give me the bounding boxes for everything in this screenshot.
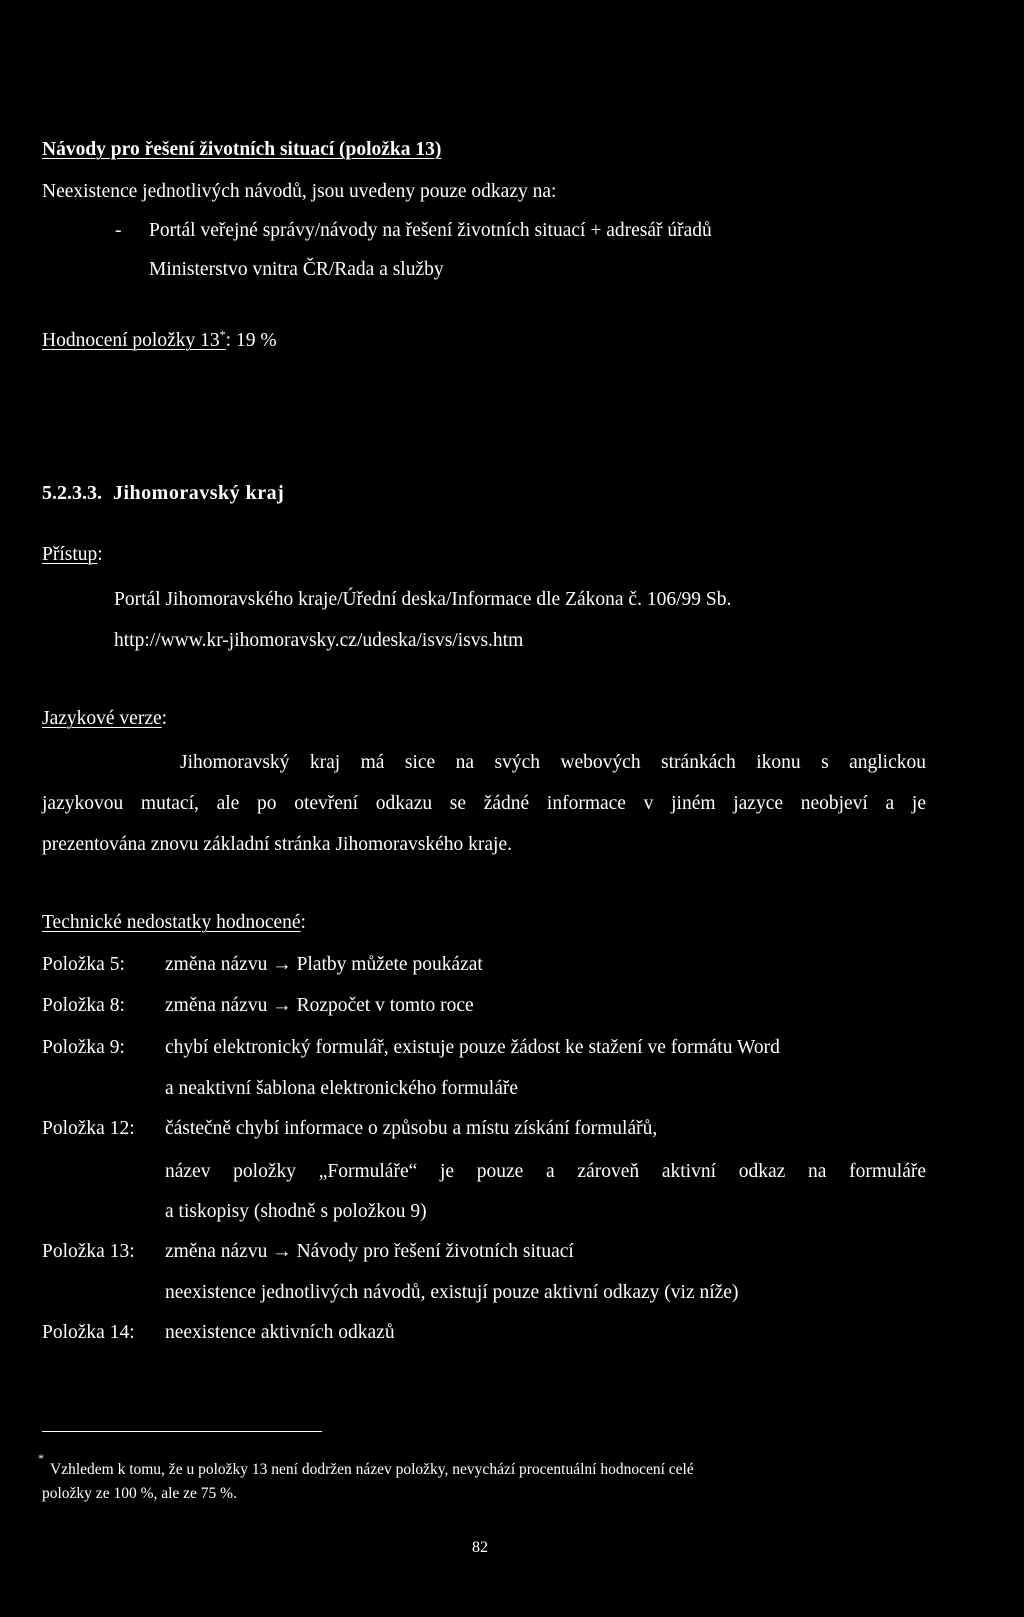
- heading-navody: Návody pro řešení životních situací (položka 13): [42, 139, 442, 160]
- access-label: Přístup: [42, 544, 98, 565]
- bullet-line-2: Ministerstvo vnitra ČR/Rada a služby: [149, 259, 444, 280]
- footnote-star: *: [38, 1450, 44, 1465]
- page-number: 82: [472, 1539, 488, 1556]
- footnote-rule: [42, 1431, 322, 1432]
- languages-label-line: [42, 707, 167, 731]
- item-14-line-1: neexistence aktivních odkazů: [165, 1322, 395, 1343]
- languages-label: Jazykové verze: [42, 708, 162, 729]
- item-9-line-2: a neaktivní šablona elektronického formuláře: [165, 1078, 519, 1099]
- item-12-label: Položka 12:: [42, 1118, 135, 1139]
- item-12-line-2: název položky „Formuláře“ je pouze a zároveň aktivní odkaz na formuláře: [165, 1161, 926, 1182]
- section-number: 5.2.3.3.: [42, 482, 102, 504]
- item-8-label: Položka 8:: [42, 995, 125, 1016]
- section-title: Jihomoravský kraj: [113, 482, 285, 504]
- item-8-line-1: změna názvu → Rozpočet v tomto roce: [165, 995, 474, 1016]
- item-13-label: Položka 13:: [42, 1241, 135, 1262]
- technical-label: Technické nedostatky hodnocené: [42, 912, 301, 933]
- technical-label-line: [42, 911, 306, 935]
- item-14-label: Položka 14:: [42, 1322, 135, 1343]
- bullet-line-1: Portál veřejné správy/návody na řešení životních situací + adresář úřadů: [149, 220, 712, 241]
- rating-line: [42, 329, 277, 353]
- item-5-label: Položka 5:: [42, 954, 125, 975]
- access-url: http://www.kr-jihomoravsky.cz/udeska/isvs/isvs.htm: [114, 630, 524, 651]
- section-heading: [42, 481, 284, 505]
- item-13-line-2: neexistence jednotlivých návodů, existují pouze aktivní odkazy (viz níže): [165, 1282, 739, 1303]
- item-12-line-3: a tiskopisy (shodně s položkou 9): [165, 1201, 427, 1222]
- footnote-line-1: Vzhledem k tomu, že u položky 13 není dodržen název položky, nevychází procentuální hodnocení celé: [50, 1461, 694, 1478]
- rating-colon: :: [225, 330, 232, 351]
- technical-colon: :: [300, 912, 306, 933]
- intro-text: Neexistence jednotlivých návodů, jsou uvedeny pouze odkazy na:: [42, 181, 557, 202]
- languages-colon: :: [161, 708, 168, 729]
- item-9-label: Položka 9:: [42, 1037, 125, 1058]
- languages-para-line-1: Jihomoravský kraj má sice na svých webových stránkách ikonu s anglickou: [180, 752, 926, 773]
- access-line-1: Portál Jihomoravského kraje/Úřední deska/Informace dle Zákona č. 106/99 Sb.: [114, 589, 732, 610]
- item-9-line-1: chybí elektronický formulář, existuje pouze žádost ke stažení ve formátu Word: [165, 1037, 780, 1058]
- rating-label: Hodnocení položky 13*: [42, 327, 226, 351]
- item-12-line-1: částečně chybí informace o způsobu a místu získání formulářů,: [165, 1118, 658, 1139]
- bullet-dash: -: [115, 220, 122, 241]
- item-5-line-1: změna názvu → Platby můžete poukázat: [165, 954, 483, 975]
- rating-value: 19 %: [235, 330, 277, 351]
- footnote-line-2: položky ze 100 %, ale ze 75 %.: [42, 1485, 237, 1502]
- languages-para-line-2: jazykovou mutací, ale po otevření odkazu se žádné informace v jiném jazyce neobjeví a je: [42, 793, 926, 814]
- access-label-line: [42, 543, 103, 567]
- languages-para-line-3: prezentována znovu základní stránka Jihomoravského kraje.: [42, 834, 512, 855]
- access-colon: :: [97, 544, 103, 565]
- item-13-line-1: změna názvu → Návody pro řešení životních situací: [165, 1241, 574, 1262]
